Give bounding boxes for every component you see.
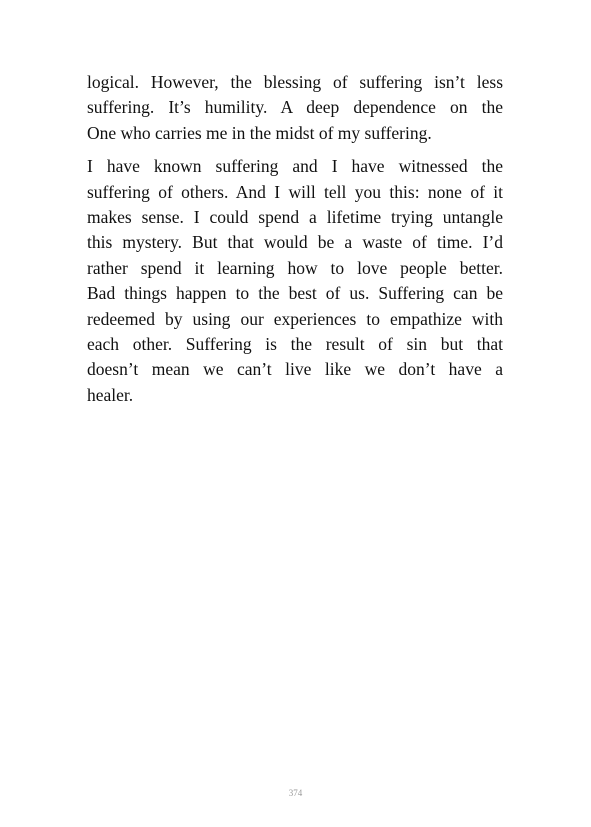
text-line: this mystery. But that would be a waste of time. I’d [87,232,503,253]
text-line: suffering. It’s humility. A deep dependence on the [87,97,503,118]
text-line: each other. Suffering is the result of sin but that [87,333,503,354]
paragraph-2 [87,154,503,408]
text-line: doesn’t mean we can’t live like we don’t have a [87,359,503,380]
text-line: I have known suffering and I have witnessed the [87,156,503,177]
text-line: makes sense. I could spend a lifetime trying untangle [87,206,503,227]
text-line: suffering of others. And I will tell you this: none of it [87,181,503,202]
text-line: logical. However, the blessing of suffering isn’t less [87,72,503,92]
paragraph-1 [87,70,503,146]
body-text [87,70,503,408]
page-number: 374 [288,788,303,798]
text-line: healer. [87,384,134,405]
text-line: redeemed by using our experiences to empathize with [87,308,503,329]
text-line: One who carries me in the midst of my suffering. [87,122,432,143]
text-line: rather spend it learning how to love people better. [87,257,503,278]
text-line: Bad things happen to the best of us. Suffering can be [87,283,503,304]
